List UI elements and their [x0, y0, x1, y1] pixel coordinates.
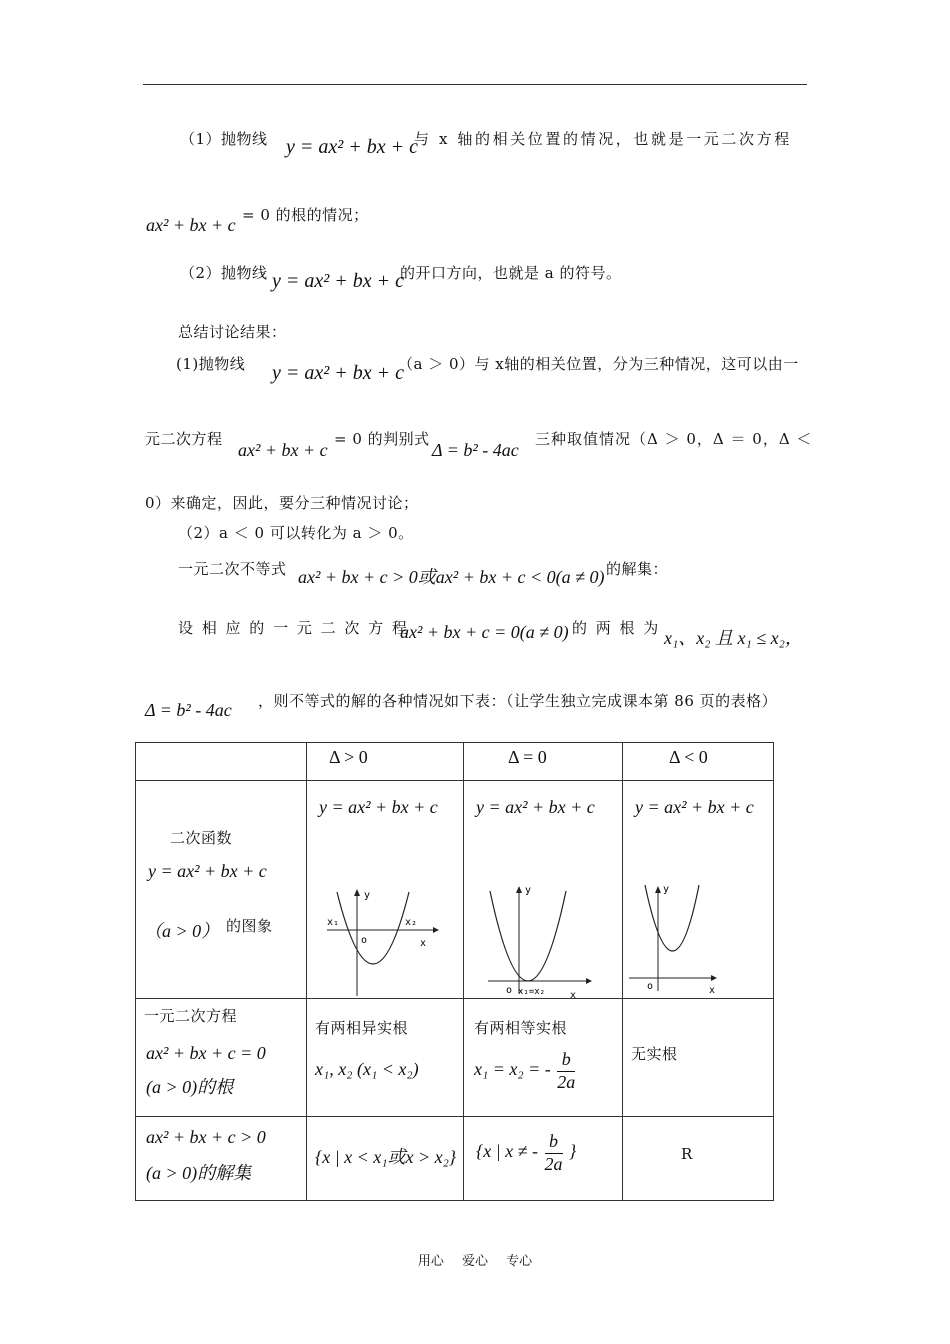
summary-line3: 0）来确定，因此，要分三种情况讨论；	[145, 494, 419, 512]
graph-cell-zero	[464, 781, 623, 999]
row2-label2: ax² + bx + c = 0	[146, 1043, 266, 1063]
graph-cell-positive	[307, 781, 464, 999]
roots-cell-zero	[464, 999, 623, 1117]
x-axis-arrow	[433, 927, 439, 933]
origin-label: o	[506, 985, 513, 996]
p2-formula: y = ax² + bx + c	[272, 270, 404, 292]
p1-formula: y = ax² + bx + c	[286, 136, 418, 158]
x-label: x	[570, 990, 577, 1001]
inequality-suffix: 的解集：	[606, 560, 669, 578]
row2-c1-math: x₁, x₂ (x₁ < x₂)	[315, 1059, 419, 1079]
p1-line2-formula: ax² + bx + c	[146, 215, 236, 235]
setup-disc: Δ = b² - 4ac	[145, 700, 232, 720]
y-label: y	[663, 884, 670, 895]
y-axis-arrow	[516, 886, 522, 893]
solution-cell-negative	[623, 1117, 774, 1201]
p1-line2-text: = 0 的根的情况；	[242, 206, 369, 224]
row1-label1: 二次函数	[170, 829, 233, 847]
fraction-denominator: 2a	[544, 1153, 563, 1174]
y-axis-arrow	[354, 889, 360, 896]
x1-x2-label: x₁=x₂	[518, 987, 546, 997]
x-axis-arrow	[711, 975, 717, 981]
p2-suffix: 的开口方向，也就是 a 的符号。	[400, 264, 622, 282]
row2-c1-text: 有两相异实根	[315, 1019, 409, 1037]
graph3-formula: y = ax² + bx + c	[635, 797, 754, 817]
row2-c2-fraction	[557, 1049, 575, 1093]
setup-formula: ax² + bx + c = 0(a ≠ 0)	[400, 622, 569, 642]
summary-line2-formula: ax² + bx + c	[238, 440, 328, 460]
summary-line2-mid: = 0 的判别式	[334, 430, 430, 448]
solution-table	[135, 742, 774, 1201]
inequality-prefix: 一元二次不等式	[178, 560, 287, 578]
row3-c2-left: {x | x ≠ -	[476, 1141, 538, 1162]
header-cell	[623, 743, 774, 781]
row1-label3-math: （a > 0）	[144, 921, 220, 941]
table-corner	[136, 743, 307, 781]
fraction-numerator: b	[557, 1049, 575, 1072]
solution-cell-zero	[464, 1117, 623, 1201]
x1-label: x₁	[327, 917, 340, 928]
origin-label: o	[647, 981, 654, 992]
row1-label2: y = ax² + bx + c	[148, 861, 267, 881]
x2-label: x₂	[405, 917, 418, 928]
header-zero: Δ = 0	[508, 747, 547, 767]
row2-c2-left: x₁ = x₂ = -	[474, 1059, 551, 1080]
row3-label-cell	[136, 1117, 307, 1201]
p2-prefix: （2）抛物线	[180, 264, 268, 282]
x-label: x	[709, 985, 716, 996]
row1-label-cell	[136, 781, 307, 999]
parabola-curve	[645, 885, 699, 951]
fraction-denominator: 2a	[557, 1071, 576, 1092]
setup-roots: x₁、x₂ 且 x₁ ≤ x₂，	[664, 628, 803, 648]
parabola-no-roots	[627, 881, 747, 1001]
x-label: x	[420, 938, 427, 949]
row3-c2-right: }	[569, 1141, 577, 1162]
summary-s1-suffix: （a ＞ 0）与 x轴的相关位置，分为三种情况，这可以由一	[398, 355, 799, 373]
header-cell	[464, 743, 623, 781]
summary-s1-prefix: (1)抛物线	[176, 355, 246, 373]
row3-c2-fraction	[545, 1131, 563, 1175]
p1-suffix: 与 x 轴的相关位置的情况，也就是一元二次方程	[414, 130, 792, 148]
summary-title: 总结讨论结果：	[178, 323, 287, 341]
summary-s2: （2）a ＜ 0 可以转化为 a ＞ 0。	[178, 524, 414, 542]
x-axis-arrow	[586, 978, 592, 984]
row1-label3-text: 的图象	[226, 917, 273, 935]
row3-label2: (a > 0)的解集	[146, 1163, 252, 1183]
setup-suffix: ，则不等式的解的各种情况如下表：（让学生独立完成课本第 86 页的表格）	[258, 692, 778, 710]
row3-label1: ax² + bx + c > 0	[146, 1127, 266, 1147]
header-negative: Δ < 0	[669, 747, 708, 767]
parabola-two-roots	[323, 886, 453, 1001]
header-rule	[143, 84, 807, 85]
graph1-formula: y = ax² + bx + c	[319, 797, 438, 817]
parabola-curve	[490, 891, 566, 981]
row3-c3: R	[681, 1145, 693, 1163]
parabola-double-root	[482, 881, 612, 1001]
graph-cell-negative	[623, 781, 774, 999]
summary-s1-formula: y = ax² + bx + c	[272, 362, 404, 384]
summary-line2-prefix: 元二次方程	[145, 430, 223, 448]
graph2-formula: y = ax² + bx + c	[476, 797, 595, 817]
origin-label: o	[361, 935, 368, 946]
y-label: y	[364, 890, 371, 901]
row2-c2-math	[474, 1049, 577, 1093]
row3-c1: {x | x < x₁或x > x₂}	[315, 1147, 457, 1167]
p1-prefix: （1）抛物线	[180, 130, 268, 148]
header-positive: Δ > 0	[329, 747, 368, 767]
row2-label-cell	[136, 999, 307, 1117]
roots-cell-negative	[623, 999, 774, 1117]
roots-cell-positive	[307, 999, 464, 1117]
row2-c2-text: 有两相等实根	[474, 1019, 568, 1037]
row2-label1: 一元二次方程	[144, 1007, 238, 1025]
summary-line2-suffix: 三种取值情况（Δ ＞ 0，Δ ＝ 0，Δ ＜	[535, 430, 813, 448]
setup-mid: 的 两 根 为	[572, 619, 661, 637]
row2-label3: (a > 0)的根	[146, 1077, 234, 1097]
y-label: y	[525, 885, 532, 896]
page-footer: 用心 爱心 专心	[417, 1254, 533, 1269]
setup-prefix: 设 相 应 的 一 元 二 次 方 程	[178, 619, 409, 637]
row2-c3-text: 无实根	[631, 1045, 678, 1063]
inequality-formula: ax² + bx + c > 0或ax² + bx + c < 0(a ≠ 0)	[298, 567, 605, 587]
row3-c2	[476, 1131, 576, 1175]
fraction-numerator: b	[545, 1131, 563, 1154]
parabola-curve	[337, 892, 409, 964]
discriminant: Δ = b² - 4ac	[432, 440, 519, 460]
header-cell	[307, 743, 464, 781]
y-axis-arrow	[655, 886, 661, 893]
solution-cell-positive	[307, 1117, 464, 1201]
